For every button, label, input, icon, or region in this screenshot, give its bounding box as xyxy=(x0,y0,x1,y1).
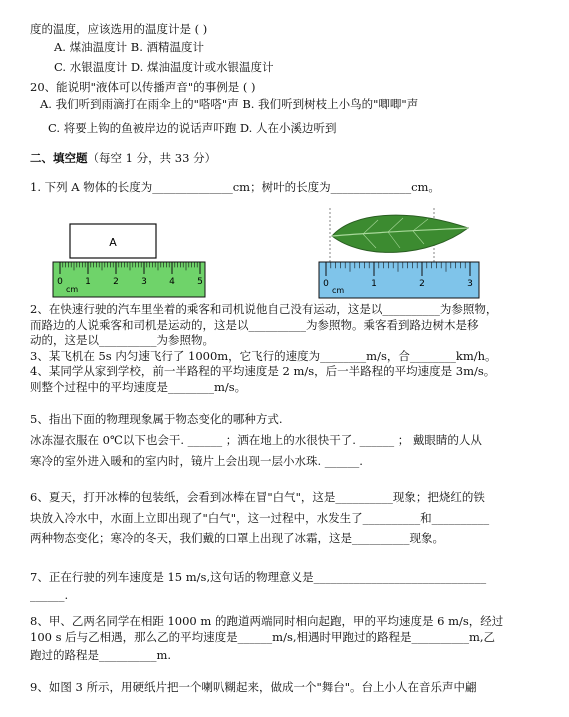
object-a-label: A xyxy=(109,236,117,249)
q8-line3: 跑过的路程是__________m. xyxy=(30,648,172,662)
q20-stem: 20、能说明"液体可以传播声音"的事例是 ( ) xyxy=(30,80,256,94)
q6-line3: 两种物态变化；寒冷的冬天，我们戴的口罩上出现了冰霜，这是__________现象。 xyxy=(30,531,444,545)
q8-line1: 8、甲、乙两名同学在相距 1000 m 的跑道两端同时相向起跑，甲的平均速度是 6 m/s，经过 xyxy=(30,614,504,628)
leaf-ruler-tick-label: 3 xyxy=(467,279,473,289)
q1-text: 1. 下列 A 物体的长度为______________cm；树叶的长度为______________cm。 xyxy=(30,180,440,194)
q7-line2: ______. xyxy=(30,588,69,602)
ruler-a-unit: cm xyxy=(66,285,79,294)
leaf-ruler-unit: cm xyxy=(332,286,345,295)
ruler-a-tick-label: 3 xyxy=(141,277,147,287)
leaf-ruler-tick-label: 1 xyxy=(371,279,377,289)
q4-line2: 则整个过程中的平均速度是________m/s。 xyxy=(30,380,247,394)
ruler-a-tick-label: 4 xyxy=(169,277,175,287)
leaf-ruler-tick-label: 2 xyxy=(419,279,425,289)
q19-options-ab: A. 煤油温度计 B. 酒精温度计 xyxy=(54,40,205,54)
leaf-ruler-tick-label: 0 xyxy=(323,279,329,289)
q5-stem: 5、指出下面的物理现象属于物态变化的哪种方式. xyxy=(30,412,283,426)
ruler-a-figure xyxy=(52,222,207,298)
q19-stem-end: 度的温度，应该选用的温度计是 ( ) xyxy=(30,22,208,36)
ruler-a-tick-label: 5 xyxy=(197,277,203,287)
q20-options-ab: A. 我们听到雨滴打在雨伞上的"嗒嗒"声 B. 我们听到树枝上小鸟的"唧唧"声 xyxy=(40,97,419,111)
q2-line1: 2、在快速行驶的汽车里坐着的乘客和司机说他自己没有运动，这是以__________为参照物， xyxy=(30,302,498,316)
q5-line1: 冰冻湿衣服在 0℃以下也会干. ______ ；洒在地上的水很快干了. ______ ； 戴眼睛的人从 xyxy=(30,433,482,447)
q2-line3: 动的，这是以__________为参照物。 xyxy=(30,333,214,347)
q9-line1: 9、如图 3 所示，用硬纸片把一个喇叭糊起来，做成一个"舞台"。台上小人在音乐声中翩 xyxy=(30,680,477,694)
q6-line2: 块放入冷水中，水面上立即出现了"白气"，这一过程中，水发生了__________和__________ xyxy=(30,511,490,525)
ruler-a-tick-label: 0 xyxy=(57,277,63,287)
section-scoring: （每空 1 分，共 33 分） xyxy=(87,151,217,165)
q3-text: 3、某飞机在 5s 内匀速飞行了 1000m，它飞行的速度为________m/s，合________km/h。 xyxy=(30,349,497,363)
ruler-a-tick-label: 1 xyxy=(85,277,91,287)
q8-line2: 100 s 后与乙相遇，那么乙的平均速度是______m/s,相遇时甲跑过的路程是__________m,乙 xyxy=(30,630,496,644)
q7-line1: 7、正在行驶的列车速度是 15 m/s,这句话的物理意义是______________________________ xyxy=(30,570,487,584)
ruler-a-tick-label: 2 xyxy=(113,277,119,287)
section-title: 二、填空题 xyxy=(30,151,88,165)
section-heading xyxy=(30,151,216,165)
q19-options-cd: C. 水银温度计 D. 煤油温度计或水银温度计 xyxy=(54,60,274,74)
leaf-ruler-figure xyxy=(318,206,483,300)
q2-line2: 而路边的人说乘客和司机是运动的，这是以__________为参照物。乘客看到路边树木是移 xyxy=(30,318,479,332)
q20-options-cd: C. 将要上钩的鱼被岸边的说话声吓跑 D. 人在小溪边听到 xyxy=(48,121,337,135)
q4-line1: 4、某同学从家到学校，前一半路程的平均速度是 2 m/s，后一半路程的平均速度是 3m/s。 xyxy=(30,364,496,378)
q6-line1: 6、夏天，打开冰棒的包装纸，会看到冰棒在冒"白气"，这是__________现象；把烧红的铁 xyxy=(30,490,485,504)
q5-line2: 寒冷的室外进入暖和的室内时，镜片上会出现一层小水珠. ______. xyxy=(30,454,363,468)
